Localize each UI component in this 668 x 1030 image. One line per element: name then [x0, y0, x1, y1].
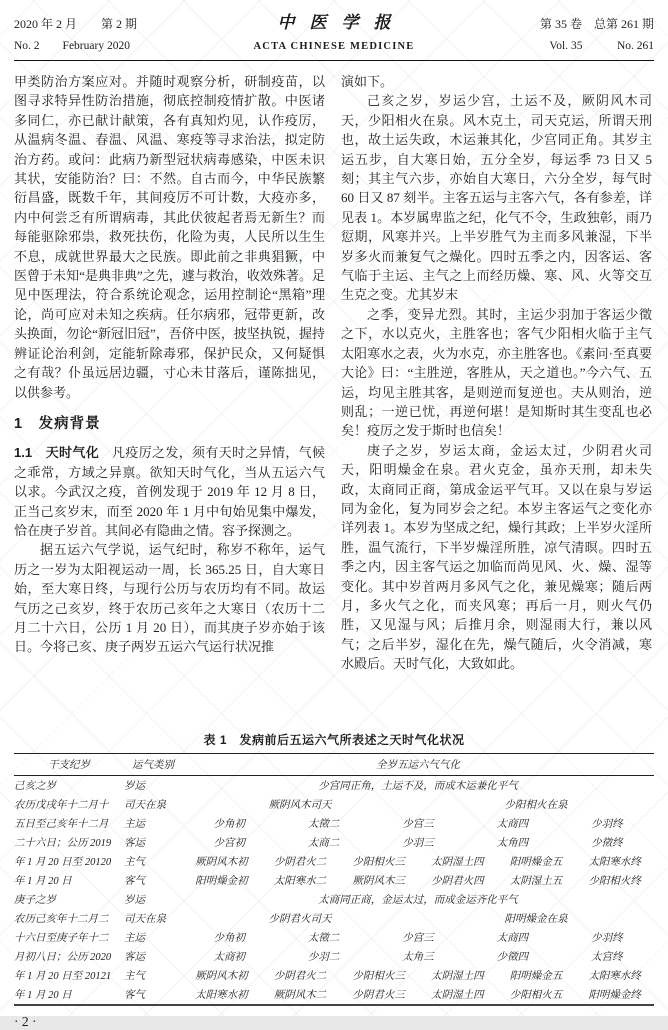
- table-row: [14, 833, 654, 852]
- article-body: [0, 61, 668, 724]
- table-period-text: 己亥之岁: [14, 781, 56, 792]
- header-rule: [14, 60, 654, 61]
- table-data-cell: 少阴君火四: [431, 876, 484, 887]
- table-data-cell: 太阳寒水初: [195, 990, 248, 1001]
- table-title: 表 1 发病前后五运六气所表述之天时气化状况: [203, 733, 465, 747]
- paragraph: 庚子之岁，岁运太商，金运太过，少阴君火司天，阳明燥金在泉。君火克金，虽亦天刑，却未失政，太商同正商，第成金运平气耳。又以在泉与岁运同为金化，复为同岁会之纪。本岁主客运气之变化亦详列表 1。本岁为坚成之纪，燥行其政；上半岁火淫所胜，温气流行，下半岁燥淫所胜，凉气清暝。四时五季之内，因主客气运之加临而尚见风、火、燥、湿等变化。其中岁首两月多风气之化，兼见燥寒；随后两月，多火气之化，而夹风寒；再后一月，则火气仍胜，又见湿与风；后推月余，则湿雨大行，兼以风气；之后半岁，湿化在先，燥气随后，火令消减，寒水殿后。天时气化，大致如此。: [341, 442, 652, 672]
- table-data-cell: 太商二: [307, 838, 340, 849]
- table-data-cell: 少宫三: [402, 933, 434, 944]
- table-row: [14, 814, 654, 833]
- table-period-text: 年 1 月 20 日至 20120: [14, 857, 112, 868]
- table-data-cell: 阳明燥金五: [509, 971, 563, 982]
- journal-title-cn: 中医学报: [277, 13, 406, 32]
- table-period-text: 五日至己亥年十二月: [14, 819, 109, 830]
- table-period-text: 月初八日；公历 2020: [14, 952, 112, 963]
- table-data-cell: 太角四: [496, 838, 529, 849]
- table-data-cell: 少阴君火司天: [268, 914, 332, 925]
- volume-info-en: Vol. 35 No. 261: [549, 40, 654, 52]
- table-row: [14, 776, 654, 795]
- table-data-cell: 少宫三: [402, 819, 434, 830]
- paragraph: 甲类防治方案应对。并随时观察分析，研制疫苗，以图寻求特异性防治措施，彻底控制疫情扩散。中医诸多同仁，亦已献计献策，各有真知灼见，认作疫厉，从温病冬温、春温、风温、寒疫等寻求治法，拟定防治方药。或问：此病乃新型冠状病毒感染，中医未识其状，安能防治？曰：不然。自古而今，中华民族繁衍昌盛，既数千年，其间疫厉不可计数，大疫亦多，内中何尝乏有所谓病毒，其此伏彼起者焉无新生？而每能驱除邪祟，救死扶伤，化险为夷，人民所以生生不息，成就世界最大之民族。即此前之非典猖獗，中医曾于未知“是典非典”之先，遽与救治，收效殊著。足见中医理法，符合系统论观念，运用控制论“黑箱”理论，尚可应对未知之疾病。任尔病邪，冠带更新，改头换面，勿论“新冠旧冠”，吾侪中医，披坚执锐，握持辨证论治利剑，定能斩除毒邪，保护民众，又何疑惧之有哉？仆虽远居边疆，寸心未甘落后，谨陈拙见，以供参考。: [14, 74, 325, 400]
- table-header-qihua: 全岁五运六气气化: [376, 760, 460, 771]
- issue-info-en: No. 2 February 2020: [14, 40, 130, 52]
- table-category-label: 主运: [124, 819, 145, 830]
- paragraph: 己亥之岁，岁运少宫，土运不及，厥阴风木司天，少阳相火在泉。风木克土，司天克运，所谓天刑也，故土运失政，木运兼其化，少宫同正角。其岁主运五步，自大寒日始，五分全岁，每运季 73 日又 5 刻；其主气六步，亦始自大寒日，六分全岁，每气时 60 日又 87 刻半。主客五运与主客六气，各有参差，详见表 1。本岁属卑监之纪，化气不令，生政独彰，雨乃愆期，风寒并兴。上半岁胜气为主而多风兼湿，下半岁多火而兼复气之燥化。四时五季之内，因客运、客气临于主运、主气之上而经历燥、寒、风、火等交互生克之变。尤其岁末: [341, 93, 652, 303]
- table-cell-group: [182, 797, 654, 812]
- table-data-cell: 阳明燥金终: [588, 990, 641, 1001]
- table-data-cell: 少角初: [213, 819, 245, 830]
- journal-header: [0, 0, 668, 61]
- table-row: [14, 985, 654, 1004]
- table-data-cell: 少阴君火三: [352, 990, 405, 1001]
- table-data-cell: 少阳相火三: [352, 857, 405, 868]
- paragraph: 演如下。: [341, 74, 394, 89]
- table-data-cell: 少羽终: [591, 933, 623, 944]
- table-cell-group: [182, 854, 654, 869]
- paragraph: 据五运六气学说，运气纪时，称岁不称年，运气历之一岁为太阳视运动一周，长 365.25 日，自大寒日始，至大寒日终，与现行公历与农历均有不同。故运气历之己亥岁，终于农历己亥年之大寒日（农历十二月二十六日，公历 1 月 20 日），而其庚子岁亦始于该日。今将己亥、庚子两岁五运六气运行状况推: [14, 542, 325, 655]
- journal-title-en: ACTA CHINESE MEDICINE: [253, 41, 415, 52]
- table-data-cell: 少徵终: [591, 838, 623, 849]
- table-category-label: 主气: [124, 971, 145, 982]
- paragraph-text: 凡疫厉之发，须有天时之异情，气候之乖常，方域之异禀。欲知天时气化，当从五运六气以求。今武汉之疫，首例发现于 2019 年 12 月 8 日，正当己亥岁末，而至 2020 年 1 月中旬始见集中爆发，恰在庚子岁首。其间必有隐曲之情。容予探测之。: [14, 445, 325, 538]
- page-number: · 2 ·: [14, 1014, 37, 1029]
- table-category-label: 主气: [124, 857, 145, 868]
- table-row: [14, 852, 654, 871]
- header-row-1: [14, 8, 654, 33]
- table-cell-group: [182, 987, 654, 1002]
- table-row: [14, 795, 654, 814]
- table-data-cell: 太徵二: [307, 819, 340, 830]
- table-data-cell: 少羽三: [402, 838, 434, 849]
- table-data-cell: 太商四: [496, 933, 529, 944]
- table-cell-group: [182, 968, 654, 983]
- table-data-cell: 少宫同正角，土运不及，而成木运兼化平气: [318, 781, 518, 792]
- table-data-cell: 阳明燥金初: [195, 876, 248, 887]
- left-column: [14, 72, 325, 724]
- table-data-cell: 少阳相火在泉: [504, 800, 568, 811]
- table-row: [14, 947, 654, 966]
- issue-info-cn: 2020 年 2 月 第 2 期: [14, 17, 138, 31]
- table-data-cell: 太角三: [402, 952, 434, 963]
- table-period-text: 年 1 月 20 日: [14, 990, 72, 1001]
- paragraph: 之季，变异尤烈。其时，主运少羽加于客运少徵之下，水以克火，主胜客也；客气少阳相火临于主气太阳寒水之表，火为水克，亦主胜客也。《素问·至真要大论》曰：“主胜逆，客胜从，天之道也。”今六气、五运，均见主胜其客，是则逆而复逆也。夫从则治，逆则乱；一逆已忧，再逆何堪！是知斯时其生变乱也必矣！疫厉之发于斯时也信矣！: [341, 306, 652, 439]
- page-footer: [0, 1006, 668, 1030]
- table-data-cell: 少角初: [213, 933, 245, 944]
- table-data-cell: 阳明燥金在泉: [504, 914, 568, 925]
- table-header-period: 干支纪岁: [48, 760, 90, 771]
- table-period-text: 十六日至庚子年十二: [14, 933, 109, 944]
- table-period-text: 庚子之岁: [14, 895, 56, 906]
- table-data-cell: 太阴湿土五: [509, 876, 563, 887]
- table-1: [0, 731, 668, 1006]
- volume-info-cn: 第 35 卷 总第 261 期: [539, 17, 654, 31]
- table-category-label: 主运: [124, 933, 145, 944]
- table-period-text: 农历己亥年十二月二: [14, 914, 109, 925]
- table-period-text: 二十六日；公历 2019: [14, 838, 112, 849]
- table-data-cell: 少羽终: [591, 819, 623, 830]
- table-data-cell: 少徵四: [496, 952, 529, 963]
- table-cell-group: [182, 835, 654, 850]
- table-row: [14, 928, 654, 947]
- table-cell-group: [182, 816, 654, 831]
- table-data-cell: 太阴湿土四: [431, 990, 484, 1001]
- table-row: [14, 890, 654, 909]
- table-data-cell: 厥阴风木司天: [268, 800, 332, 811]
- table-cell-group: [182, 949, 654, 964]
- table-data-cell: 太宫终: [591, 952, 623, 963]
- table-category-label: 司天在泉: [124, 914, 166, 925]
- table-period-text: 农历戊戌年十二月十: [14, 800, 109, 811]
- table-data-cell: 阳明燥金五: [509, 857, 563, 868]
- header-row-2: [14, 37, 654, 53]
- subsection-label: 1.1 天时气化: [14, 445, 100, 461]
- table-data-cell: 太徵二: [307, 933, 340, 944]
- table-data-cell: 少羽二: [307, 952, 340, 963]
- paragraph-with-lead: [14, 443, 325, 540]
- table-cell-group: [182, 892, 654, 907]
- table-header-category: 运气类别: [132, 760, 174, 771]
- right-column: [341, 72, 652, 724]
- table-grid: [14, 753, 654, 1006]
- table-category-label: 岁运: [124, 781, 145, 792]
- table-row: [14, 966, 654, 985]
- table-period-text: 年 1 月 20 日至 20121: [14, 971, 112, 982]
- table-data-cell: 太阳寒水终: [588, 857, 641, 868]
- table-data-cell: 厥阴风木初: [195, 857, 248, 868]
- table-data-cell: 少阳相火五: [509, 990, 563, 1001]
- table-category-label: 客运: [124, 838, 145, 849]
- table-data-cell: 少阳相火三: [352, 971, 405, 982]
- table-data-cell: 太阴湿土四: [431, 857, 484, 868]
- table-data-cell: 少阴君火二: [273, 971, 327, 982]
- table-header-row: [14, 754, 654, 776]
- table-data-cell: 太商四: [496, 819, 529, 830]
- table-category-label: 司天在泉: [124, 800, 166, 811]
- table-data-cell: 少阳相火终: [588, 876, 641, 887]
- table-cell-group: [182, 778, 654, 793]
- table-data-cell: 太商同正商，金运太过，而成金运齐化平气: [318, 895, 518, 906]
- table-data-cell: 太阳寒水终: [588, 971, 641, 982]
- table-data-cell: 少宫初: [213, 838, 245, 849]
- table-cell-group: [182, 873, 654, 888]
- table-period-text: 年 1 月 20 日: [14, 876, 72, 887]
- table-data-cell: 少阴君火二: [273, 857, 327, 868]
- table-data-cell: 太商初: [213, 952, 245, 963]
- table-cell-group: [182, 911, 654, 926]
- table-row: [14, 909, 654, 928]
- table-body: [14, 776, 654, 1004]
- table-data-cell: 厥阴风木二: [273, 990, 327, 1001]
- table-category-label: 岁运: [124, 895, 145, 906]
- table-category-label: 客气: [124, 876, 145, 887]
- table-category-label: 客气: [124, 990, 145, 1001]
- table-data-cell: 太阴湿土四: [431, 971, 484, 982]
- section-heading: 1 发病背景: [14, 415, 101, 432]
- table-data-cell: 厥阴风木初: [195, 971, 248, 982]
- table-cell-group: [182, 930, 654, 945]
- table-row: [14, 871, 654, 890]
- table-data-cell: 太阳寒水二: [273, 876, 327, 887]
- table-data-cell: 厥阴风木三: [352, 876, 405, 887]
- table-category-label: 客运: [124, 952, 145, 963]
